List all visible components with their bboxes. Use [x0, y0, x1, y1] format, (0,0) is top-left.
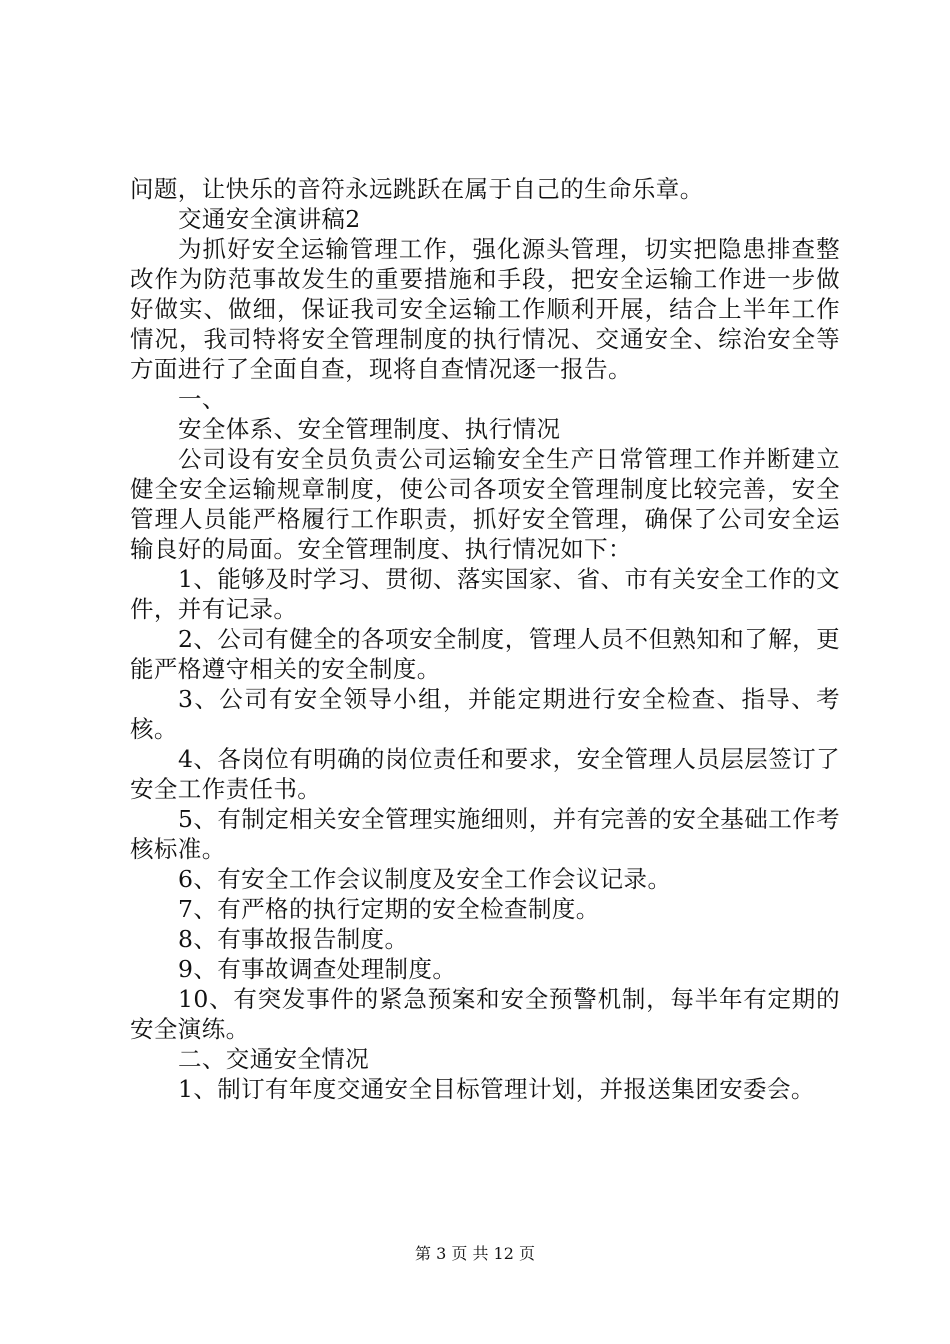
page-footer: 第 3 页 共 12 页 — [415, 1244, 535, 1263]
list-item: 1、能够及时学习、贯彻、落实国家、省、市有关安全工作的文件，并有记录。 — [130, 565, 840, 623]
list-item: 1、制订有年度交通安全目标管理计划，并报送集团安委会。 — [178, 1075, 815, 1103]
list-item: 9、有事故调查处理制度。 — [178, 955, 457, 983]
list-item: 2、公司有健全的各项安全制度，管理人员不但熟知和了解，更能严格遵守相关的安全制度。 — [130, 625, 840, 683]
list-item: 10、有突发事件的紧急预案和安全预警机制，每半年有定期的安全演练。 — [130, 985, 840, 1043]
list-item: 7、有严格的执行定期的安全检查制度。 — [178, 895, 600, 923]
section-title: 交通安全演讲稿2 — [178, 205, 361, 233]
list-item: 4、各岗位有明确的岗位责任和要求，安全管理人员层层签订了安全工作责任书。 — [130, 745, 840, 803]
section-heading: 二、交通安全情况 — [178, 1045, 370, 1073]
list-item: 6、有安全工作会议制度及安全工作会议记录。 — [178, 865, 672, 893]
paragraph: 问题，让快乐的音符永远跳跃在属于自己的生命乐章。 — [130, 175, 704, 203]
paragraph: 公司设有安全员负责公司运输安全生产日常管理工作并断建立健全安全运输规章制度，使公司各项安全管理制度比较完善，安全管理人员能严格履行工作职责，抓好安全管理，确保了公司安全运输良好的局面。安全管理制度、执行情况如下： — [130, 445, 840, 563]
list-item: 3、公司有安全领导小组，并能定期进行安全检查、指导、考核。 — [130, 685, 840, 743]
section-number: 一、 — [178, 385, 226, 413]
paragraph: 为抓好安全运输管理工作，强化源头管理，切实把隐患排查整改作为防范事故发生的重要措施和手段，把安全运输工作进一步做好做实、做细，保证我司安全运输工作顺利开展，结合上半年工作情况，我司特将安全管理制度的执行情况、交通安全、综治安全等方面进行了全面自查，现将自查情况逐一报告。 — [130, 235, 840, 383]
section-heading: 安全体系、安全管理制度、执行情况 — [178, 415, 561, 443]
document-body — [130, 174, 840, 1104]
list-item: 8、有事故报告制度。 — [178, 925, 409, 953]
list-item: 5、有制定相关安全管理实施细则，并有完善的安全基础工作考核标准。 — [130, 805, 840, 863]
